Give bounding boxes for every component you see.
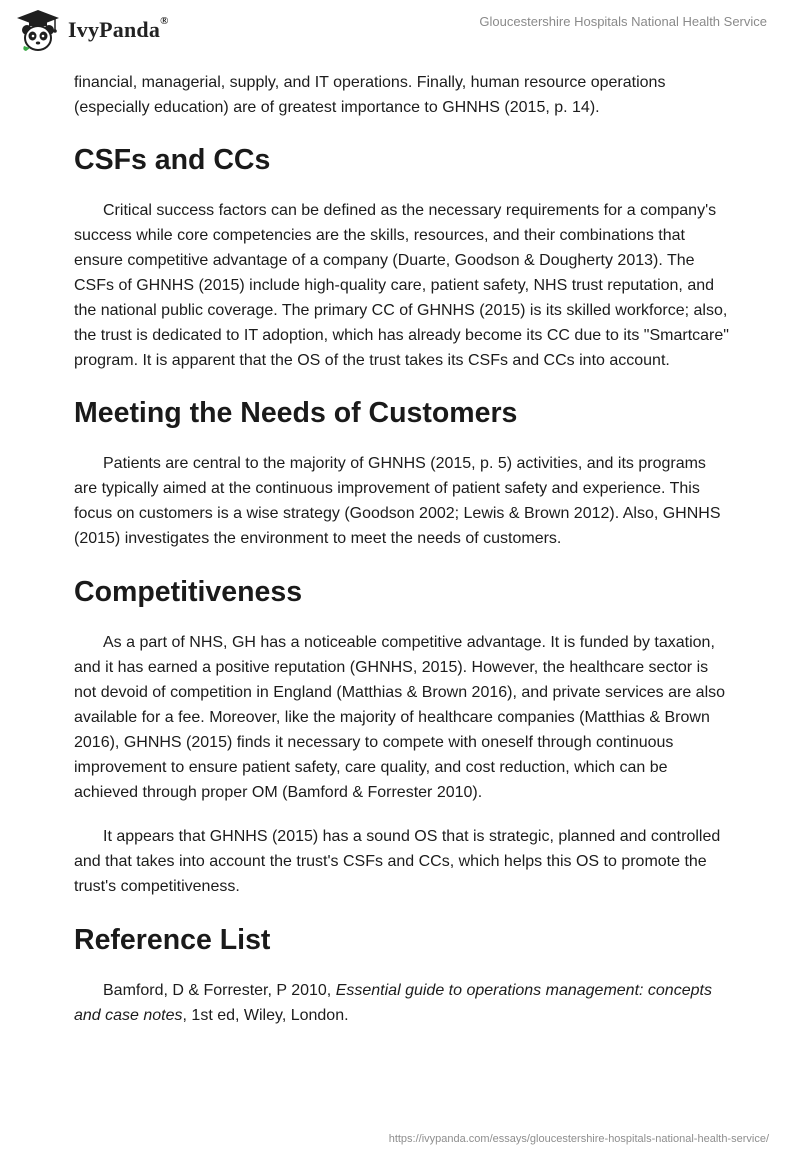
panda-graduate-icon bbox=[14, 8, 62, 52]
paragraph-customer-needs: Patients are central to the majority of GHNHS (2015, p. 5) activities, and its programs are typically aimed at the continuous improvement of patient safety and experience. This focus on customers is a wise strategy (Goodson 2002; Lewis & Brown 2012). Also, GHNHS (2015) investigates the environment to meet the needs of customers. bbox=[74, 455, 721, 547]
paragraph-csfs-ccs: Critical success factors can be defined as the necessary requirements for a company's success while core competencies are the skills, resources, and their combinations that ensure competitive advantage of a company (Duarte, Goodson & Dougherty 2013). The CSFs of GHNHS (2015) include high-quality care, patient safety, NHS trust reputation, and the national public coverage. The primary CC of GHNHS (2015) is its skilled workforce; also, the trust is dedicated to IT adoption, which has already become its CC due to its "Smartcare" program. It is apparent that the OS of the trust takes its CSFs and CCs into account. bbox=[74, 202, 729, 369]
paragraph-competitiveness-2: It appears that GHNHS (2015) has a sound OS that is strategic, planned and controlled and that takes into account the trust's CSFs and CCs, which helps this OS to promote the trust's competitiveness. bbox=[74, 828, 721, 895]
paragraph-competitiveness-1: As a part of NHS, GH has a noticeable competitive advantage. It is funded by taxation, and it has earned a positive reputation (GHNHS, 2015). However, the healthcare sector is not devoid of competition in England (Matthias & Brown 2016), and private services are also available for a fee. Moreover, like the majority of healthcare companies (Matthias & Brown 2016), GHNHS (2015) finds it necessary to compete with oneself through continuous improvement to ensure patient safety, care quality, and cost reduction, which can be achieved through proper OM (Bamford & Forrester 2010). bbox=[74, 634, 726, 801]
essay-content bbox=[74, 70, 730, 1028]
section-heading-reference-list: Reference List bbox=[74, 924, 271, 956]
source-url-link[interactable]: https://ivypanda.com/essays/gloucestershire-hospitals-national-health-service/ bbox=[388, 1133, 769, 1145]
document-title: Gloucestershire Hospitals National Health Service bbox=[479, 14, 767, 29]
page-header bbox=[0, 0, 800, 66]
intro-paragraph: financial, managerial, supply, and IT operations. Finally, human resource operations (especially education) are of greatest importance to GHNHS (2015, p. 14). bbox=[74, 74, 666, 116]
reference-publisher: , 1st ed, Wiley, London. bbox=[182, 1007, 349, 1024]
section-heading-csfs-ccs: CSFs and CCs bbox=[74, 144, 271, 176]
reference-authors: Bamford, D & Forrester, P 2010, bbox=[103, 982, 336, 999]
reference-title: Essential guide to operations management: concepts and case notes bbox=[74, 982, 712, 1024]
reference-entry bbox=[74, 978, 730, 1028]
brand-name: IvyPanda® bbox=[68, 15, 169, 42]
section-heading-competitiveness: Competitiveness bbox=[74, 576, 303, 608]
brand-logo-link[interactable] bbox=[14, 8, 169, 52]
section-heading-customer-needs: Meeting the Needs of Customers bbox=[74, 397, 518, 429]
